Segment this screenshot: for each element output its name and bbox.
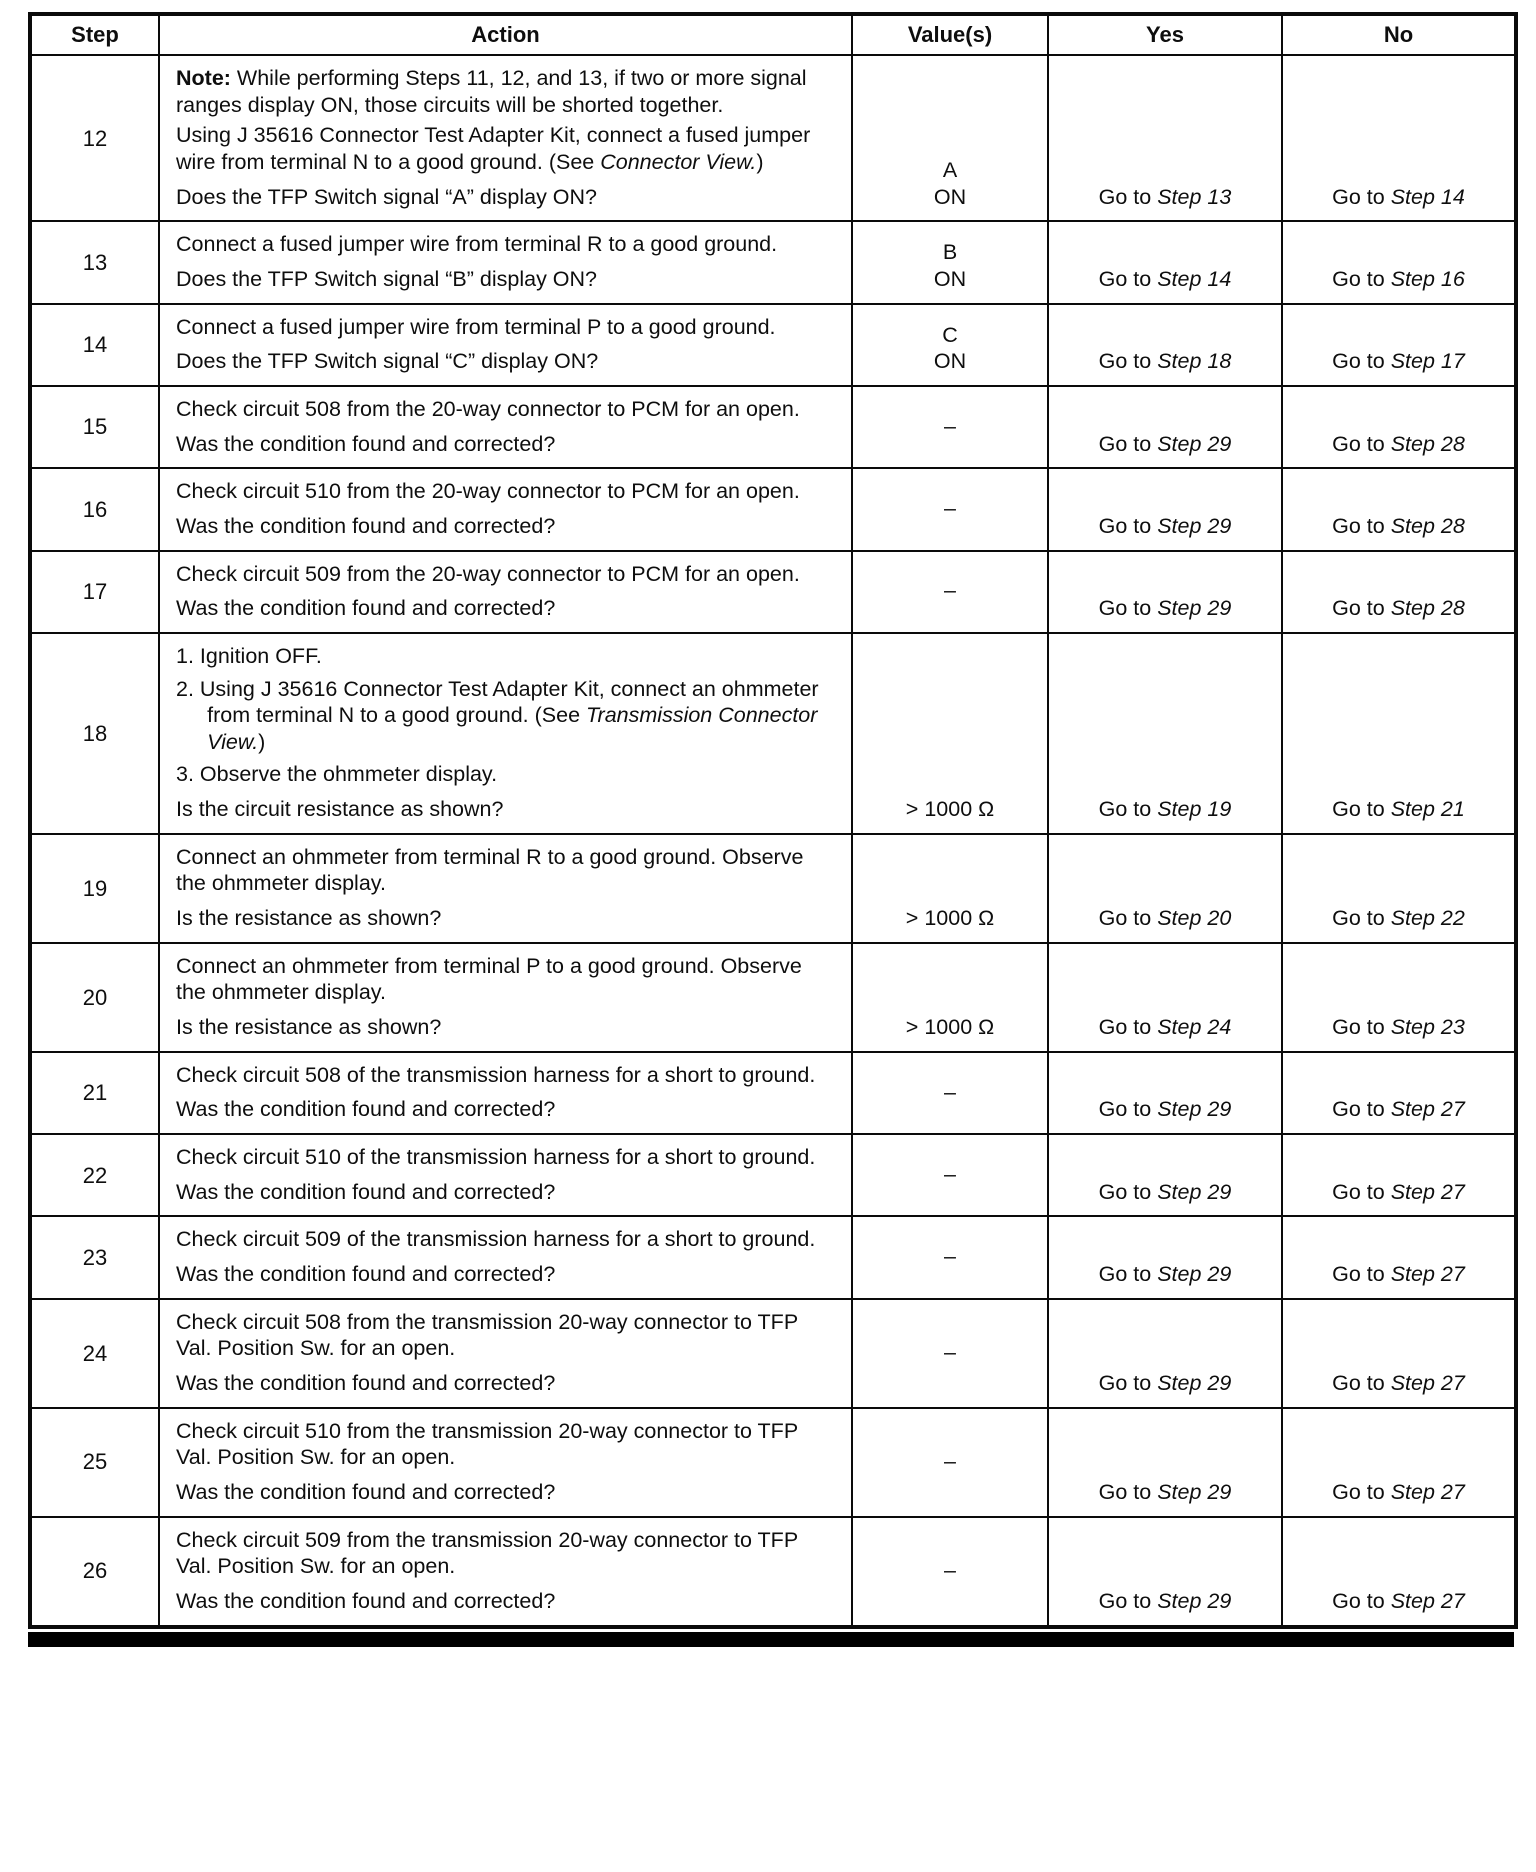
action-cell bbox=[159, 551, 852, 633]
values-cell bbox=[852, 1517, 1048, 1627]
action-paragraph bbox=[176, 844, 835, 897]
action-text: ) bbox=[756, 149, 764, 174]
table-row bbox=[30, 304, 1516, 386]
action-cell bbox=[159, 1299, 852, 1408]
table-row bbox=[30, 1408, 1516, 1517]
step-reference: Step 24 bbox=[1157, 1015, 1232, 1040]
step-reference: Step 22 bbox=[1390, 906, 1465, 931]
scan-bottom-bar bbox=[28, 1632, 1514, 1647]
step-cell: 19 bbox=[30, 834, 159, 943]
action-text: Was the condition found and corrected? bbox=[176, 1179, 556, 1204]
action-text: Was the condition found and corrected? bbox=[176, 1370, 556, 1395]
action-text: Is the resistance as shown? bbox=[176, 1015, 442, 1040]
table-row bbox=[30, 386, 1516, 468]
goto-text: Go to bbox=[1332, 1588, 1391, 1613]
value-line: – bbox=[944, 1448, 956, 1473]
action-text: Check circuit 508 of the transmission harness for a short to ground. bbox=[176, 1062, 816, 1087]
action-question bbox=[176, 1096, 835, 1123]
value-line: – bbox=[944, 578, 956, 603]
values-cell bbox=[852, 221, 1048, 303]
values-cell bbox=[852, 304, 1048, 386]
header-values: Value(s) bbox=[852, 14, 1048, 55]
value-line: – bbox=[944, 413, 956, 438]
goto-text: Go to bbox=[1332, 513, 1391, 538]
step-reference: Step 27 bbox=[1390, 1370, 1465, 1395]
table-row bbox=[30, 468, 1516, 550]
table-row bbox=[30, 943, 1516, 1052]
value-line: ON bbox=[933, 349, 967, 374]
action-text: Check circuit 509 of the transmission harness for a short to ground. bbox=[176, 1227, 816, 1252]
action-text: 3. Observe the ohmmeter display. bbox=[176, 762, 498, 787]
action-question bbox=[176, 1588, 835, 1615]
table-header bbox=[30, 14, 1516, 55]
values-cell bbox=[852, 386, 1048, 468]
action-paragraph bbox=[176, 561, 835, 588]
goto-text: Go to bbox=[1332, 1262, 1391, 1286]
step-reference: Step 16 bbox=[1390, 266, 1465, 291]
goto-text: Go to bbox=[1332, 1479, 1391, 1504]
action-paragraph bbox=[176, 953, 835, 1006]
table-row bbox=[30, 55, 1516, 221]
action-cell bbox=[159, 1408, 852, 1517]
action-question bbox=[176, 1261, 835, 1288]
goto-text: Go to bbox=[1098, 266, 1158, 291]
step-reference: Step 18 bbox=[1157, 349, 1232, 374]
step-cell: 15 bbox=[30, 386, 159, 468]
goto-text: Go to bbox=[1332, 1179, 1391, 1204]
header-action: Action bbox=[159, 14, 852, 55]
yes-cell bbox=[1048, 55, 1282, 221]
action-question bbox=[176, 266, 835, 293]
value-line: C bbox=[942, 322, 958, 347]
value-line: – bbox=[944, 496, 956, 521]
action-question bbox=[176, 1179, 835, 1206]
step-reference: Step 28 bbox=[1390, 431, 1465, 456]
goto-text: Go to bbox=[1098, 1179, 1158, 1204]
action-text: Is the circuit resistance as shown? bbox=[176, 797, 504, 822]
action-text: Check circuit 510 from the 20-way connector to PCM for an open. bbox=[176, 479, 800, 504]
value-line: B bbox=[942, 240, 958, 265]
value-line: > 1000 Ω bbox=[905, 797, 995, 822]
yes-cell bbox=[1048, 1216, 1282, 1298]
action-cell bbox=[159, 386, 852, 468]
step-reference: Step 27 bbox=[1390, 1262, 1465, 1286]
action-question bbox=[176, 1014, 835, 1041]
goto-text: Go to bbox=[1098, 797, 1158, 822]
no-cell bbox=[1282, 1299, 1516, 1408]
step-reference: Step 23 bbox=[1390, 1015, 1465, 1040]
step-reference: Step 14 bbox=[1390, 184, 1465, 209]
no-cell bbox=[1282, 221, 1516, 303]
action-cell bbox=[159, 1134, 852, 1216]
value-line: A bbox=[942, 157, 958, 182]
action-text: Check circuit 509 from the transmission 20-way connector to TFP Val. Position Sw. for an open. bbox=[176, 1527, 798, 1579]
values-cell bbox=[852, 834, 1048, 943]
action-cell bbox=[159, 221, 852, 303]
action-text: 2. Using J 35616 Connector Test Adapter Kit, connect an ohmmeter from terminal N to a good ground. (See bbox=[176, 676, 819, 728]
action-text: 1. Ignition OFF. bbox=[176, 643, 322, 668]
action-text: Using J 35616 Connector Test Adapter Kit, connect a fused jumper wire from terminal N to a good ground. (See bbox=[176, 123, 811, 174]
goto-text: Go to bbox=[1098, 596, 1158, 621]
value-line: > 1000 Ω bbox=[905, 906, 995, 931]
step-cell: 17 bbox=[30, 551, 159, 633]
action-paragraph bbox=[176, 1062, 835, 1089]
no-cell bbox=[1282, 834, 1516, 943]
action-text: ) bbox=[258, 729, 266, 754]
action-text: While performing Steps 11, 12, and 13, if two or more signal ranges display ON, those circuits will be shorted together. bbox=[176, 66, 807, 117]
header-step: Step bbox=[30, 14, 159, 55]
action-cell bbox=[159, 1517, 852, 1627]
goto-text: Go to bbox=[1098, 184, 1158, 209]
action-cell bbox=[159, 55, 852, 221]
step-reference: Step 29 bbox=[1157, 1370, 1232, 1395]
action-text: Connect a fused jumper wire from terminal P to a good ground. bbox=[176, 314, 776, 339]
goto-text: Go to bbox=[1098, 1262, 1158, 1286]
action-question bbox=[176, 348, 835, 375]
goto-text: Go to bbox=[1098, 513, 1158, 538]
goto-text: Go to bbox=[1098, 431, 1158, 456]
yes-cell bbox=[1048, 1299, 1282, 1408]
goto-text: Go to bbox=[1098, 1097, 1158, 1122]
step-reference: Step 17 bbox=[1390, 349, 1465, 374]
goto-text: Go to bbox=[1098, 906, 1158, 931]
step-reference: Step 19 bbox=[1157, 797, 1232, 822]
action-text: Connector View. bbox=[600, 149, 757, 174]
no-cell bbox=[1282, 304, 1516, 386]
step-cell: 14 bbox=[30, 304, 159, 386]
action-paragraph bbox=[176, 122, 835, 175]
action-text: Does the TFP Switch signal “A” display ON? bbox=[176, 184, 598, 209]
action-paragraph bbox=[176, 65, 835, 118]
step-cell: 13 bbox=[30, 221, 159, 303]
value-line: ON bbox=[933, 184, 967, 209]
diagnostic-table bbox=[28, 12, 1518, 1629]
action-paragraph bbox=[176, 1226, 835, 1253]
goto-text: Go to bbox=[1098, 1370, 1158, 1395]
action-text: Check circuit 510 of the transmission harness for a short to ground. bbox=[176, 1145, 816, 1170]
table-row bbox=[30, 1517, 1516, 1627]
step-reference: Step 13 bbox=[1157, 184, 1232, 209]
yes-cell bbox=[1048, 468, 1282, 550]
value-line: – bbox=[944, 1079, 956, 1104]
no-cell bbox=[1282, 1408, 1516, 1517]
no-cell bbox=[1282, 386, 1516, 468]
action-text: Is the resistance as shown? bbox=[176, 906, 442, 931]
action-question bbox=[176, 431, 835, 458]
action-cell bbox=[159, 1052, 852, 1134]
no-cell bbox=[1282, 468, 1516, 550]
step-reference: Step 29 bbox=[1157, 1179, 1232, 1204]
goto-text: Go to bbox=[1098, 1588, 1158, 1613]
action-paragraph bbox=[176, 676, 835, 756]
yes-cell bbox=[1048, 304, 1282, 386]
yes-cell bbox=[1048, 834, 1282, 943]
action-text: Connect an ohmmeter from terminal R to a good ground. Observe the ohmmeter display. bbox=[176, 844, 804, 896]
action-text: Does the TFP Switch signal “C” display ON? bbox=[176, 349, 599, 374]
goto-text: Go to bbox=[1332, 1015, 1391, 1040]
value-line: – bbox=[944, 1339, 956, 1364]
goto-text: Go to bbox=[1098, 349, 1158, 374]
no-cell bbox=[1282, 551, 1516, 633]
step-reference: Step 21 bbox=[1390, 797, 1465, 822]
action-question bbox=[176, 513, 835, 540]
values-cell bbox=[852, 1134, 1048, 1216]
step-reference: Step 14 bbox=[1157, 266, 1232, 291]
yes-cell bbox=[1048, 1517, 1282, 1627]
table-row bbox=[30, 633, 1516, 834]
action-cell bbox=[159, 1216, 852, 1298]
no-cell bbox=[1282, 55, 1516, 221]
step-cell: 18 bbox=[30, 633, 159, 834]
value-line: – bbox=[944, 1161, 956, 1186]
goto-text: Go to bbox=[1098, 1479, 1158, 1504]
no-cell bbox=[1282, 633, 1516, 834]
yes-cell bbox=[1048, 221, 1282, 303]
goto-text: Go to bbox=[1332, 797, 1391, 822]
step-reference: Step 27 bbox=[1390, 1179, 1465, 1204]
header-no: No bbox=[1282, 14, 1516, 55]
action-text: Was the condition found and corrected? bbox=[176, 1262, 556, 1286]
table-row bbox=[30, 1134, 1516, 1216]
action-cell bbox=[159, 943, 852, 1052]
goto-text: Go to bbox=[1332, 349, 1391, 374]
yes-cell bbox=[1048, 1134, 1282, 1216]
action-cell bbox=[159, 834, 852, 943]
goto-text: Go to bbox=[1332, 906, 1391, 931]
action-paragraph bbox=[176, 761, 835, 788]
step-reference: Step 29 bbox=[1157, 596, 1232, 621]
goto-text: Go to bbox=[1332, 266, 1391, 291]
action-text: Check circuit 508 from the transmission 20-way connector to TFP Val. Position Sw. for an open. bbox=[176, 1309, 798, 1361]
action-cell bbox=[159, 633, 852, 834]
action-question bbox=[176, 796, 835, 823]
action-cell bbox=[159, 304, 852, 386]
yes-cell bbox=[1048, 551, 1282, 633]
action-paragraph bbox=[176, 1527, 835, 1580]
table-row bbox=[30, 1216, 1516, 1298]
action-question bbox=[176, 1370, 835, 1397]
values-cell bbox=[852, 1408, 1048, 1517]
step-cell: 12 bbox=[30, 55, 159, 221]
header-row bbox=[30, 14, 1516, 55]
action-paragraph bbox=[176, 396, 835, 423]
action-text: Check circuit 509 from the 20-way connector to PCM for an open. bbox=[176, 561, 800, 586]
value-line: – bbox=[944, 1244, 956, 1269]
header-yes: Yes bbox=[1048, 14, 1282, 55]
values-cell bbox=[852, 1052, 1048, 1134]
yes-cell bbox=[1048, 633, 1282, 834]
action-paragraph bbox=[176, 478, 835, 505]
goto-text: Go to bbox=[1098, 1015, 1158, 1040]
action-text: Was the condition found and corrected? bbox=[176, 513, 556, 538]
table-row bbox=[30, 1052, 1516, 1134]
action-text: Transmission Connector View. bbox=[207, 703, 818, 754]
table-body bbox=[30, 55, 1516, 1627]
value-line: ON bbox=[933, 266, 967, 291]
no-cell bbox=[1282, 1517, 1516, 1627]
action-paragraph bbox=[176, 231, 835, 258]
yes-cell bbox=[1048, 386, 1282, 468]
action-text: Was the condition found and corrected? bbox=[176, 1588, 556, 1613]
step-reference: Step 27 bbox=[1390, 1097, 1465, 1122]
action-cell bbox=[159, 468, 852, 550]
table-row bbox=[30, 221, 1516, 303]
action-paragraph bbox=[176, 1144, 835, 1171]
step-reference: Step 29 bbox=[1157, 1097, 1232, 1122]
action-text: Was the condition found and corrected? bbox=[176, 1097, 556, 1122]
values-cell bbox=[852, 1299, 1048, 1408]
action-text: Note: bbox=[176, 66, 231, 90]
goto-text: Go to bbox=[1332, 1370, 1391, 1395]
action-text: Connect a fused jumper wire from terminal R to a good ground. bbox=[176, 232, 778, 257]
value-line: – bbox=[944, 1557, 956, 1582]
values-cell bbox=[852, 943, 1048, 1052]
step-reference: Step 28 bbox=[1390, 513, 1465, 538]
values-cell bbox=[852, 468, 1048, 550]
step-reference: Step 27 bbox=[1390, 1479, 1465, 1504]
action-question bbox=[176, 595, 835, 622]
yes-cell bbox=[1048, 1408, 1282, 1517]
action-paragraph bbox=[176, 314, 835, 341]
step-reference: Step 27 bbox=[1390, 1588, 1465, 1613]
action-text: Connect an ohmmeter from terminal P to a good ground. Observe the ohmmeter display. bbox=[176, 953, 802, 1005]
step-reference: Step 29 bbox=[1157, 1588, 1232, 1613]
action-text: Was the condition found and corrected? bbox=[176, 596, 556, 621]
step-reference: Step 29 bbox=[1157, 1262, 1232, 1286]
step-reference: Step 29 bbox=[1157, 431, 1232, 456]
goto-text: Go to bbox=[1332, 1097, 1391, 1122]
step-reference: Step 20 bbox=[1157, 906, 1232, 931]
values-cell bbox=[852, 551, 1048, 633]
yes-cell bbox=[1048, 1052, 1282, 1134]
goto-text: Go to bbox=[1332, 431, 1391, 456]
step-reference: Step 29 bbox=[1157, 513, 1232, 538]
step-cell: 21 bbox=[30, 1052, 159, 1134]
step-reference: Step 29 bbox=[1157, 1479, 1232, 1504]
action-text: Was the condition found and corrected? bbox=[176, 1479, 556, 1504]
yes-cell bbox=[1048, 943, 1282, 1052]
values-cell bbox=[852, 633, 1048, 834]
goto-text: Go to bbox=[1332, 184, 1391, 209]
step-cell: 20 bbox=[30, 943, 159, 1052]
step-reference: Step 28 bbox=[1390, 596, 1465, 621]
action-text: Check circuit 510 from the transmission 20-way connector to TFP Val. Position Sw. for an open. bbox=[176, 1418, 798, 1470]
step-cell: 24 bbox=[30, 1299, 159, 1408]
table-row bbox=[30, 834, 1516, 943]
no-cell bbox=[1282, 1052, 1516, 1134]
action-paragraph bbox=[176, 1418, 835, 1471]
action-text: Was the condition found and corrected? bbox=[176, 431, 556, 456]
table-row bbox=[30, 1299, 1516, 1408]
no-cell bbox=[1282, 943, 1516, 1052]
action-text: Check circuit 508 from the 20-way connector to PCM for an open. bbox=[176, 396, 800, 421]
action-question bbox=[176, 1479, 835, 1506]
step-cell: 16 bbox=[30, 468, 159, 550]
table-row bbox=[30, 551, 1516, 633]
step-cell: 22 bbox=[30, 1134, 159, 1216]
goto-text: Go to bbox=[1332, 596, 1391, 621]
value-line: > 1000 Ω bbox=[905, 1015, 995, 1040]
action-paragraph bbox=[176, 1309, 835, 1362]
step-cell: 26 bbox=[30, 1517, 159, 1627]
action-question bbox=[176, 905, 835, 932]
values-cell bbox=[852, 1216, 1048, 1298]
no-cell bbox=[1282, 1134, 1516, 1216]
action-paragraph bbox=[176, 643, 835, 670]
step-cell: 23 bbox=[30, 1216, 159, 1298]
action-text: Does the TFP Switch signal “B” display ON? bbox=[176, 266, 598, 291]
step-cell: 25 bbox=[30, 1408, 159, 1517]
no-cell bbox=[1282, 1216, 1516, 1298]
action-question bbox=[176, 184, 835, 211]
values-cell bbox=[852, 55, 1048, 221]
